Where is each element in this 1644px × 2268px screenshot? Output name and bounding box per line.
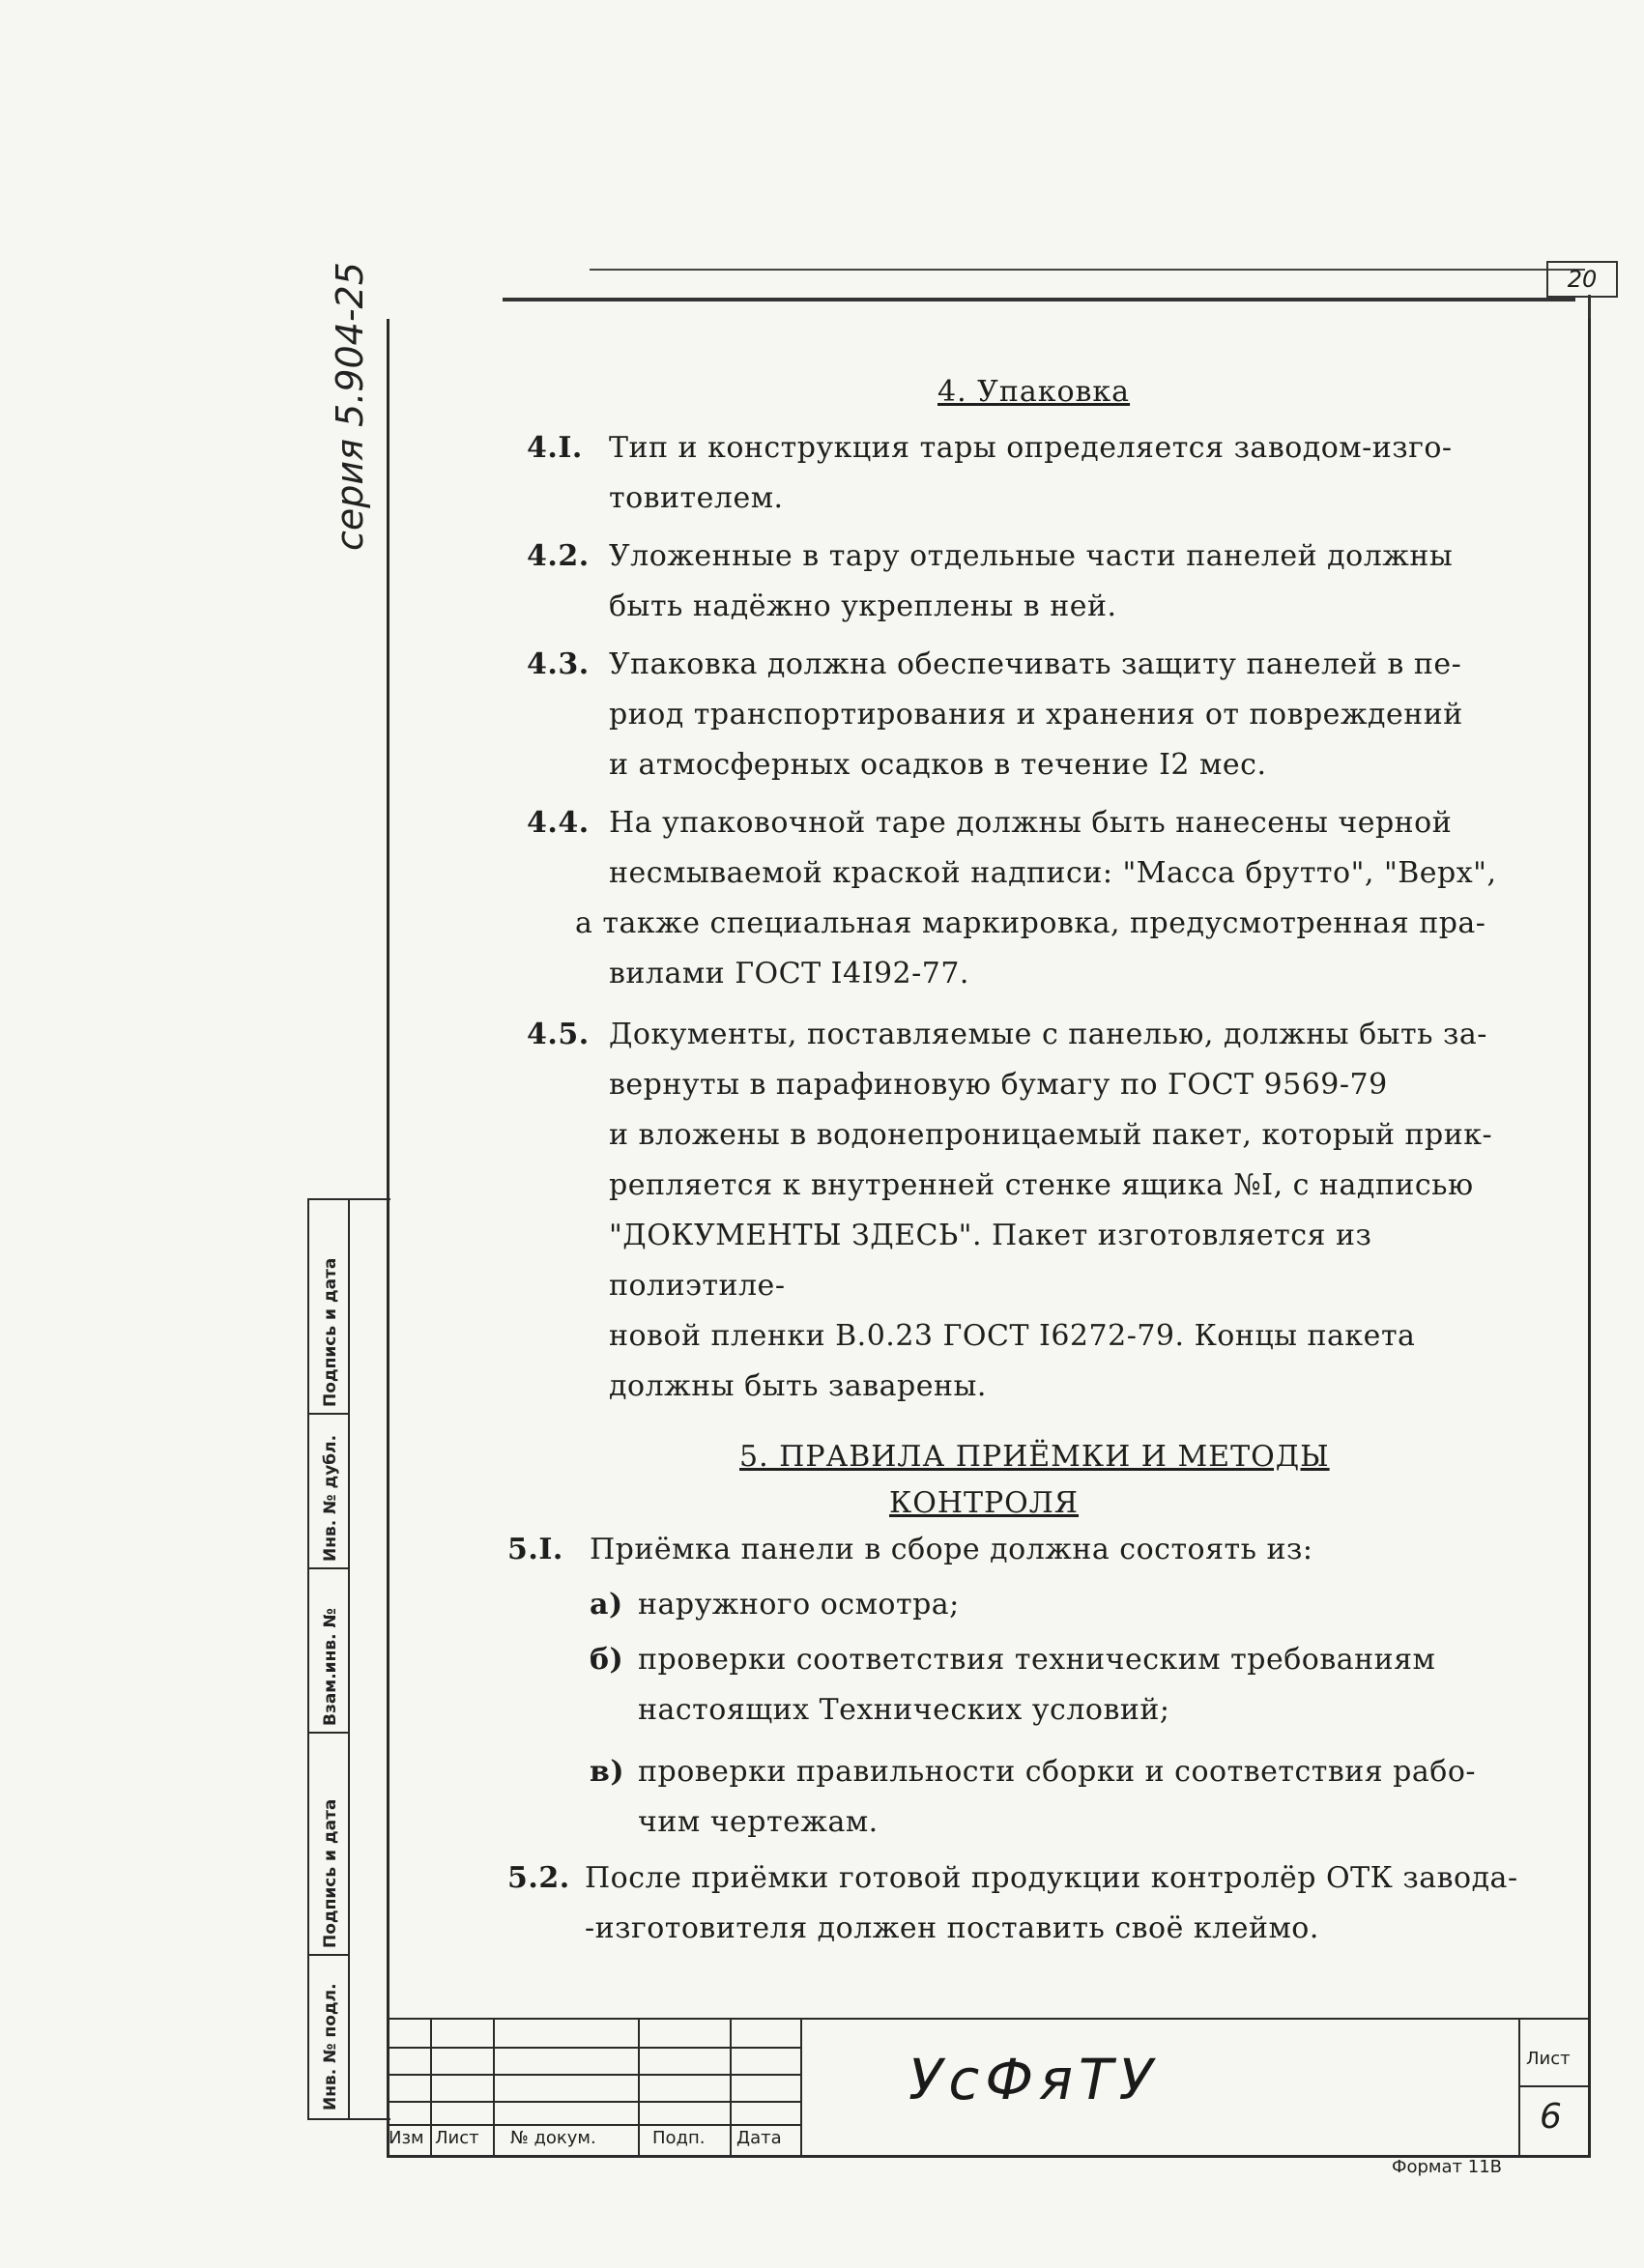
- paragraph-line: На упаковочной таре должны быть нанесены черной: [609, 806, 1453, 840]
- grid-line: [730, 2020, 732, 2155]
- paragraph-line: должны быть заварены.: [609, 1369, 987, 1403]
- list-marker: в): [590, 1755, 625, 1789]
- grid-line: [387, 2124, 802, 2126]
- grid-line: [493, 2020, 495, 2155]
- stamp-cell-label: Взам.инв. №: [321, 1608, 340, 1726]
- grid-line: [800, 2020, 802, 2155]
- title-block-label-sheet: Лист: [435, 2128, 479, 2148]
- grid-line: [387, 2074, 802, 2076]
- stamp-cell-label: Подпись и дата: [321, 1257, 340, 1407]
- stamp-cell-orig-inv: [309, 1954, 348, 2116]
- paragraph-number: 4.I.: [527, 431, 583, 465]
- top-sheet-number: 20: [1546, 261, 1618, 298]
- format-label: Формат 11В: [1392, 2157, 1503, 2177]
- title-block-label-change: Изм: [389, 2128, 424, 2148]
- grid-line: [387, 2101, 802, 2103]
- paragraph-line: вилами ГОСТ I4I92-77.: [609, 957, 969, 990]
- paragraph-line: -изготовителя должен поставить своё клеймо.: [585, 1911, 1319, 1945]
- grid-line: [638, 2020, 640, 2155]
- paragraph-number: 4.5.: [527, 1018, 590, 1051]
- grid-line: [430, 2020, 432, 2155]
- sheet-number: 6: [1540, 2097, 1562, 2137]
- title-block-sheet-cell: [1518, 2020, 1588, 2155]
- paragraph-line: риод транспортирования и хранения от повреждений: [609, 698, 1463, 732]
- list-item-v: [590, 1747, 1556, 1848]
- stamp-cell-dup-inv: [309, 1413, 348, 1569]
- paragraph-line: Приёмка панели в сборе должна состоять из:: [590, 1533, 1313, 1566]
- paragraph-number: 5.2.: [507, 1861, 570, 1895]
- list-item-a: [590, 1580, 1556, 1630]
- paragraph-line: и атмосферных осадков в течение I2 мес.: [609, 748, 1267, 782]
- document-code: УсФяТУ: [909, 2047, 1159, 2112]
- list-marker: а): [590, 1588, 623, 1622]
- paragraph-line: репляется к внутренней стенке ящика №I, с надписью: [609, 1168, 1474, 1202]
- list-line: проверки правильности сборки и соответствия рабо-: [638, 1755, 1477, 1789]
- grid-line: [1520, 2085, 1588, 2087]
- list-marker: б): [590, 1643, 624, 1677]
- paragraph-line: вернуты в парафиновую бумагу по ГОСТ 9569-79: [609, 1068, 1388, 1102]
- paragraph-4-5: [527, 1010, 1551, 1412]
- title-block-label-signature: Подп.: [652, 2128, 706, 2148]
- list-line: чим чертежам.: [638, 1805, 879, 1839]
- paragraph-line: Тип и конструкция тары определяется заводом-изго-: [609, 431, 1453, 465]
- paragraph-number: 4.2.: [527, 539, 590, 573]
- stamp-cell-sign-date-2: [309, 1732, 348, 1956]
- paragraph-5-1: [507, 1525, 1532, 1575]
- section-4-title: 4. Упаковка: [937, 375, 1131, 409]
- stamp-cell-label: Инв. № дубл.: [321, 1434, 340, 1562]
- paragraph-line: товителем.: [609, 481, 784, 515]
- paragraph-line: а также специальная маркировка, предусмотренная пра-: [575, 906, 1486, 940]
- section-5-title-line2: КОНТРОЛЯ: [889, 1486, 1080, 1520]
- paragraph-4-3: [527, 640, 1542, 790]
- paragraph-number: 4.3.: [527, 647, 590, 681]
- paragraph-4-2: [527, 531, 1542, 632]
- paragraph-line: "ДОКУМЕНТЫ ЗДЕСЬ". Пакет изготовляется из полиэтиле-: [609, 1219, 1372, 1303]
- paragraph-4-1: [527, 423, 1542, 524]
- stamp-cell-repl-inv: [309, 1567, 348, 1734]
- title-block-grid: [387, 2020, 802, 2155]
- list-line: проверки соответствия техническим требованиям: [638, 1643, 1436, 1677]
- stamp-column: [307, 1198, 390, 2120]
- paragraph-4-4: [527, 798, 1542, 999]
- paragraph-number: 4.4.: [527, 806, 590, 840]
- series-stamp-text: серия 5.904-25: [329, 262, 371, 551]
- list-line: настоящих Технических условий;: [638, 1693, 1170, 1727]
- paragraph-line: и вложены в водонепроницаемый пакет, который прик-: [609, 1118, 1493, 1152]
- paragraph-line: Упаковка должна обеспечивать защиту панелей в пе-: [609, 647, 1462, 681]
- stamp-cell-label: Подпись и дата: [321, 1798, 340, 1948]
- paragraph-line: Документы, поставляемые с панелью, должны быть за-: [609, 1018, 1487, 1051]
- section-5-title-line1: 5. ПРАВИЛА ПРИЁМКИ И МЕТОДЫ: [739, 1440, 1330, 1474]
- title-block-label-date: Дата: [736, 2128, 782, 2148]
- stamp-cell-sign-date-1: [309, 1200, 348, 1415]
- stamp-divider: [348, 1200, 350, 2118]
- title-block: [387, 2020, 1588, 2155]
- paragraph-line: несмываемой краской надписи: "Масса брутто", "Верх",: [609, 856, 1497, 890]
- sheet-label: Лист: [1526, 2049, 1571, 2069]
- grid-line: [387, 2047, 802, 2049]
- top-rule-thin: [590, 269, 1585, 271]
- stamp-cell-label: Инв. № подл.: [321, 1983, 340, 2110]
- top-rule: [503, 298, 1575, 301]
- paragraph-line: новой пленки В.0.23 ГОСТ I6272-79. Концы пакета: [609, 1319, 1416, 1353]
- list-line: наружного осмотра;: [638, 1588, 960, 1622]
- paragraph-number: 5.I.: [507, 1533, 563, 1566]
- paragraph-line: После приёмки готовой продукции контролёр ОТК завода-: [585, 1861, 1518, 1895]
- paragraph-line: Уложенные в тару отдельные части панелей должны: [609, 539, 1454, 573]
- paragraph-5-2: [507, 1853, 1551, 1954]
- paragraph-line: быть надёжно укреплены в ней.: [609, 589, 1117, 623]
- title-block-label-doc-number: № докум.: [510, 2128, 596, 2148]
- list-item-b: [590, 1635, 1556, 1736]
